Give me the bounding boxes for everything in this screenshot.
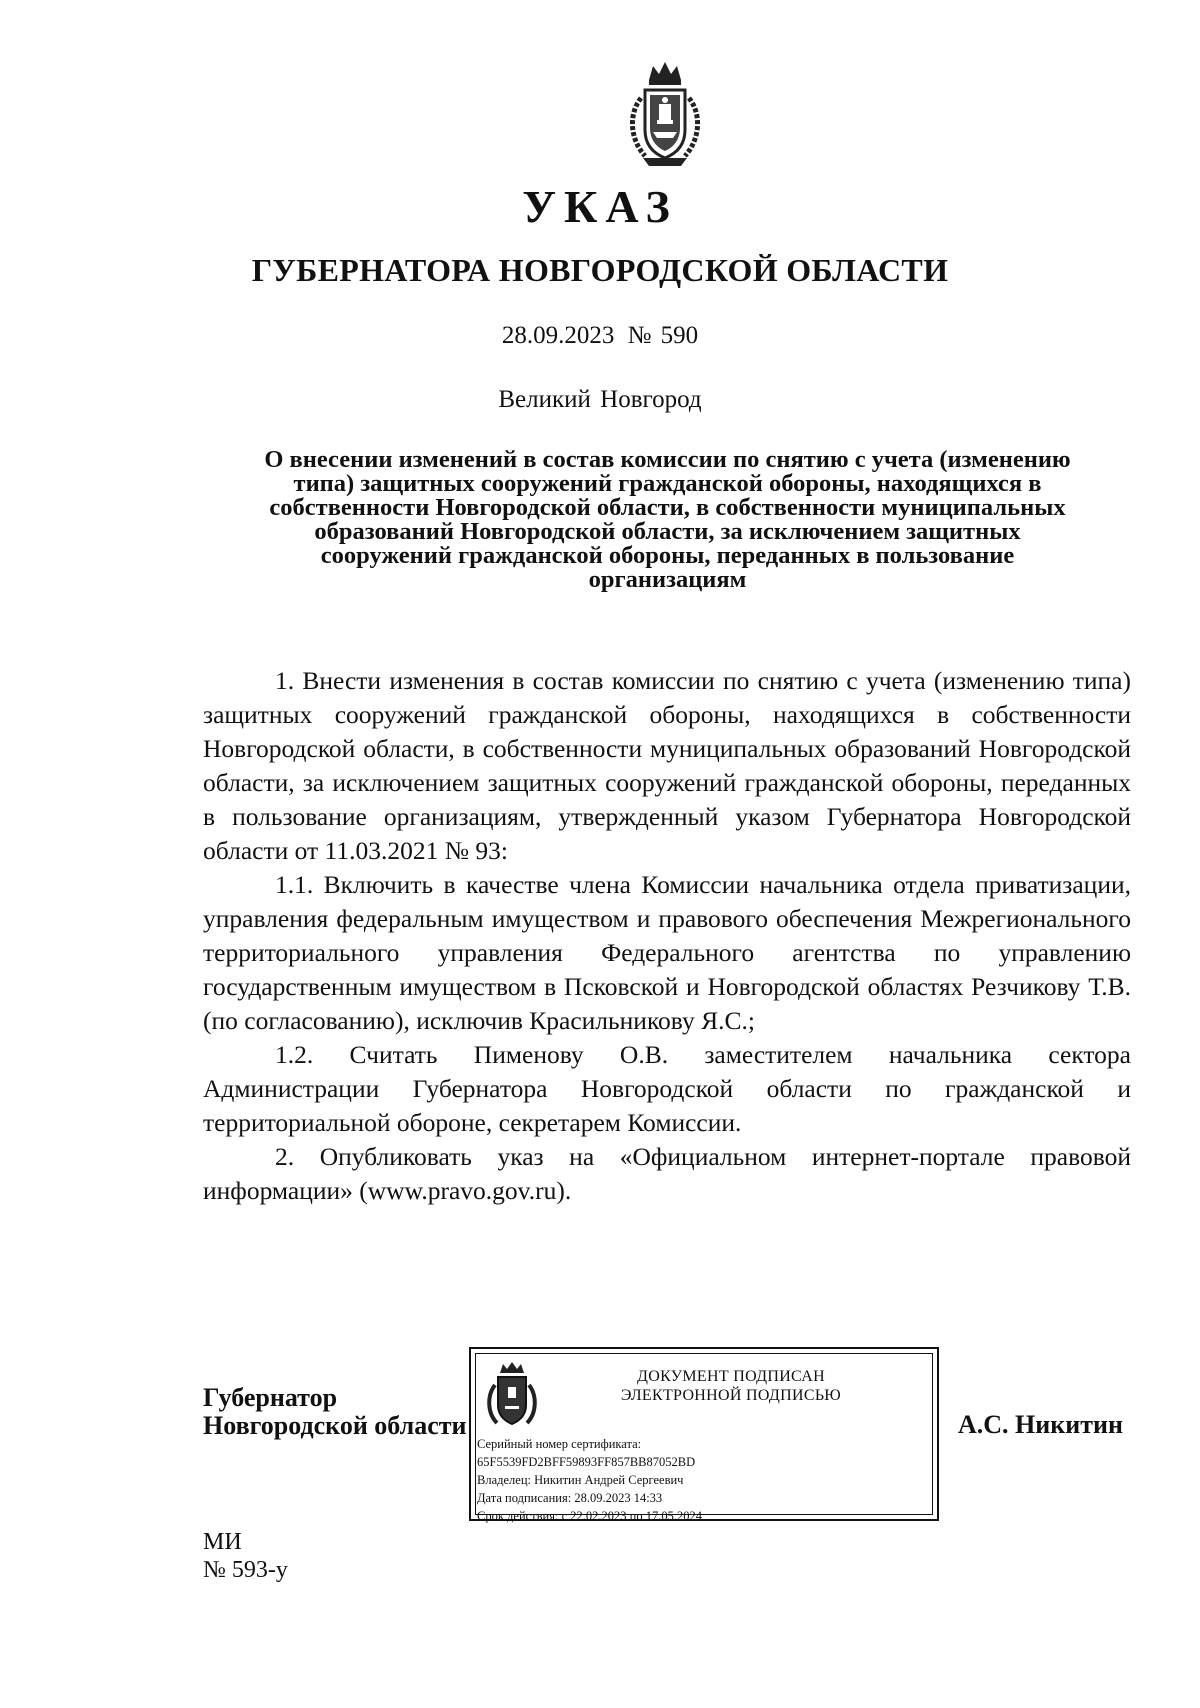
document-title: УКАЗ xyxy=(522,181,678,232)
stamp-validity: Срок действия: с 22.02.2023 по 17.05.2024 xyxy=(477,1509,702,1523)
stamp-header-line1: ДОКУМЕНТ ПОДПИСАН xyxy=(637,1368,825,1385)
document-heading: О внесении изменений в состав комиссии по снятию с учета (изменению типа) защитных сооружений гражданской обороны, находящихся в собственности Новгородской области, в собственности муниципальных образований Новгородской области, за исключением защитных сооружений гражданской обороны, переданных в пользование организациям xyxy=(264,446,1071,593)
signatory-position-line2: Новгородской области xyxy=(203,1411,467,1440)
stamp-details xyxy=(477,1435,927,1525)
electronic-signature-stamp xyxy=(469,1347,939,1521)
paragraph-1: 1. Внести изменения в состав комиссии по снятию с учета (изменению типа) защитных сооружений гражданской обороны, находящихся в собственности Новгородской области, в собственности муниципальных образований Новгородской области, за исключением защитных сооружений гражданской обороны, переданных в пользование организациям, утвержденный указом Губернатора Новгородской области от 11.03.2021 № 93: xyxy=(203,666,1131,865)
footer-reg-number: № 593-у xyxy=(203,1557,288,1583)
coat-of-arms-icon xyxy=(623,58,707,170)
signatory-position-line1: Губернатор xyxy=(203,1383,338,1412)
stamp-cert-number: 65F5539FD2BFF59893FF857BB87052BD xyxy=(477,1455,696,1469)
stamp-coat-of-arms-icon xyxy=(485,1361,539,1431)
document-city: Великий Новгород xyxy=(498,386,702,413)
stamp-header-line2: ЭЛЕКТРОННОЙ ПОДПИСЬЮ xyxy=(620,1387,842,1404)
signatory-position xyxy=(203,1384,467,1440)
document-number: № 590 xyxy=(627,322,699,349)
date-number-line xyxy=(0,322,1200,350)
stamp-header xyxy=(551,1367,911,1405)
stamp-owner: Владелец: Никитин Андрей Сергеевич xyxy=(477,1473,684,1487)
footer-initials: МИ xyxy=(203,1529,242,1555)
document-issuer: ГУБЕРНАТОРА НОВГОРОДСКОЙ ОБЛАСТИ xyxy=(251,252,949,288)
footer-note xyxy=(203,1528,288,1584)
paragraph-1-1: 1.1. Включить в качестве члена Комиссии начальника отдела приватизации, управления федеральным имуществом и правового обеспечения Межрегионального территориального управления Федерального агентства по управлению государственным имуществом в Псковской и Новгородской областях Резчикову Т.В. (по согласованию), исключив Красильникову Я.С.; xyxy=(203,870,1131,1035)
stamp-cert-label: Серийный номер сертификата: xyxy=(477,1437,642,1451)
paragraph-2: 2. Опубликовать указ на «Официальном интернет-портале правовой информации» (www.pravo.gov.ru). xyxy=(203,1142,1131,1205)
paragraph-1-2: 1.2. Считать Пименову О.В. заместителем начальника сектора Администрации Губернатора Новгородской области по гражданской и территориальной обороне, секретарем Комиссии. xyxy=(203,1040,1131,1137)
document-date: 28.09.2023 xyxy=(501,322,615,349)
stamp-signed-date: Дата подписания: 28.09.2023 14:33 xyxy=(477,1491,663,1505)
document-body xyxy=(203,664,1131,1208)
signatory-name: А.С. Никитин xyxy=(958,1410,1123,1439)
